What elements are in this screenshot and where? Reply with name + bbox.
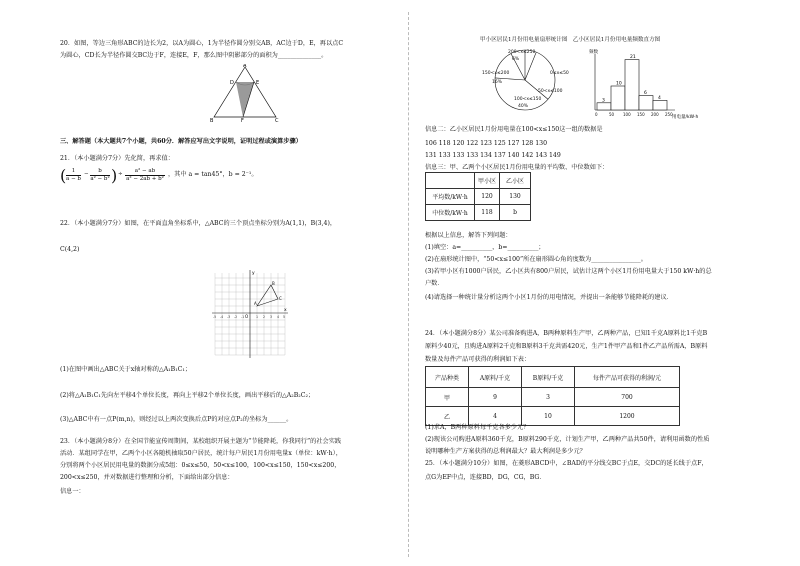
- histogram-bar-label: 4: [658, 95, 661, 101]
- xtick: -5: [213, 315, 217, 319]
- table-cell: 130: [500, 189, 531, 205]
- pie-chart: [480, 44, 580, 118]
- label-c: C: [275, 118, 279, 122]
- pie-slice-boundary: [525, 52, 536, 80]
- table-cell: [426, 173, 475, 189]
- table-cell: B原料/千克: [522, 367, 575, 388]
- info3-line: 信息三：甲、乙两个小区居民1月份用电量的平均数、中位数如下：: [425, 164, 609, 171]
- pie-label-150-200: 150<x≤200: [482, 71, 510, 76]
- origin-label: O: [245, 314, 249, 319]
- pie-label-200-250: 200<x≤250: [508, 50, 536, 55]
- frac2-den: a² − b²: [90, 176, 110, 182]
- coordinate-grid: [212, 268, 288, 358]
- pie-label-50-100: 50<x≤100: [538, 89, 563, 94]
- table-cell: 9: [469, 388, 522, 407]
- product-table: [425, 366, 680, 426]
- q23-part3-cont: 户数．: [425, 280, 444, 287]
- histogram-title: 乙小区居民1月份用电量频数直方图: [572, 37, 661, 43]
- q22-part3: (3)△ABC中有一点P(m,n)，则经过以上两次变换后点P的对应点P₂的坐标为______。: [60, 416, 293, 423]
- histogram-x-tick: 0: [595, 112, 598, 117]
- column-divider: [408, 12, 409, 557]
- histogram-x-tick: 250: [665, 112, 673, 117]
- table-row: [426, 189, 531, 205]
- pie-pct-100-150: 40%: [518, 104, 529, 109]
- histogram-bar-label: 3: [602, 98, 605, 104]
- histogram-x-tick: 50: [609, 112, 615, 117]
- q23-part2: (2)在扇形统计图中，“50<x≤100”所在扇形圆心角的度数为________________。: [425, 256, 647, 263]
- point-b-label: B: [272, 281, 275, 286]
- table-cell: b: [500, 205, 531, 221]
- q23-instructions: 根据以上信息，解答下列问题：: [425, 232, 512, 239]
- table-header-row: [426, 367, 680, 388]
- xtick: 2: [263, 315, 266, 319]
- section-3-heading: 三、解答题（本大题共7个小题，共60分．解答应写出文字说明，证明过程或演算步骤）: [60, 138, 302, 145]
- table-cell: 甲小区: [475, 173, 500, 189]
- q22-part1: (1)在图中画出△ABC关于x轴对称的△A₁B₁C₁；: [60, 366, 192, 373]
- histogram-bar: [639, 96, 653, 110]
- xtick: -1: [241, 315, 245, 319]
- table-cell: 3: [522, 388, 575, 407]
- table-row: [426, 388, 680, 407]
- x-axis-label: x: [284, 308, 287, 313]
- frac1-num: 1: [66, 168, 81, 176]
- q22-part2: (2)将△A₁B₁C₁先向左平移4个单位长度，再向上平移2个单位长度，画出平移后的△A₂B₂C₂；: [60, 392, 315, 399]
- q24-line2: 原料少40元，且购进A原料2千克和B原料3千克共需420元，生产1件甲产品和1件乙产品所需A，B原料: [425, 343, 708, 350]
- pie-chart-title: 甲小区居民1月份用电量扇形统计图: [480, 37, 568, 43]
- histogram-x-tick: 200: [651, 112, 659, 117]
- table-row: [426, 407, 680, 426]
- xtick: 3: [270, 315, 273, 319]
- table-cell: 4: [469, 407, 522, 426]
- y-axis-label: y: [252, 271, 255, 276]
- table-cell: 乙小区: [500, 173, 531, 189]
- q24-line1: 24．（本小题满分8分）某公司准备购进A，B两种原料生产甲，乙两种产品，已知1千克A原料比1千克B: [425, 330, 708, 337]
- q20-line2: 为圆心，CD长为半径作圆交BC边于F，连接E，F，那么图中阴影部分的面积为______________。: [60, 52, 328, 59]
- table-cell: 700: [575, 388, 680, 407]
- q24-part2-cont: 说明哪种生产方案获得的总利润最大？最大利润是多少元？: [425, 448, 586, 455]
- q23-part3: (3)若甲小区有1000户居民，乙小区共有800户居民，试估计这两个小区1月份用电量大于150 kW·h的总: [425, 268, 712, 275]
- triangle-figure: [210, 64, 280, 122]
- table-cell: 118: [475, 205, 500, 221]
- q23-line4: 200<x≤250，并对数据进行整理和分析，下面给出部分信息：: [60, 474, 234, 481]
- pie-label-0-50: 0≤x≤50: [550, 71, 569, 76]
- xtick: 1: [256, 315, 259, 319]
- label-e: E: [256, 80, 260, 86]
- xtick: -2: [234, 315, 238, 319]
- histogram-bar: [653, 100, 667, 110]
- label-d: D: [230, 80, 234, 86]
- q23-line2: 活动．某组同学在甲，乙两个小区各随机抽取50户居民，统计每户居民1月份用电量x（单位：kW·h），: [60, 450, 342, 457]
- q23-part4: (4)请选择一种统计量分析这两个小区1月份的用电情况，并提出一条能够节能降耗的建议．: [425, 294, 673, 301]
- histogram-bar: [597, 103, 611, 110]
- chart-titles: [480, 36, 660, 44]
- q23-line5: 信息一：: [60, 488, 85, 495]
- point-c-label: C: [279, 296, 282, 301]
- histogram-bar: [625, 60, 639, 110]
- q22-line1: 22．（本小题满分7分）如图，在平面直角坐标系中，△ABC的三个顶点坐标分别为A(1,1)，B(3,4)，: [60, 220, 337, 227]
- q25-line1: 25．（本小题满分10分）如图，在菱形ABCD中，∠BAD的平分线交BC于点E，交DC的延长线于点F，: [425, 460, 708, 467]
- table-cell: 1200: [575, 407, 680, 426]
- table-cell: 中位数/kW·h: [426, 205, 475, 221]
- table-cell: 乙: [426, 407, 469, 426]
- table-cell: 甲: [426, 388, 469, 407]
- info2-line2: 106 118 120 122 123 125 127 128 130: [425, 140, 548, 147]
- table-cell: 每件产品可获得的利润/元: [575, 367, 680, 388]
- pie-label-100-150: 100<x≤150: [514, 97, 542, 102]
- histogram-x-tick: 150: [637, 112, 645, 117]
- table-cell: 平均数/kW·h: [426, 189, 475, 205]
- right-column: [425, 0, 770, 566]
- label-f: F: [241, 118, 244, 122]
- stats-table: [425, 172, 531, 221]
- table-cell: 120: [475, 189, 500, 205]
- frac3-den: a² − 2ab + b²: [126, 176, 164, 182]
- info2-line3: 131 133 133 133 134 137 140 142 143 149: [425, 152, 561, 159]
- label-b: B: [210, 118, 214, 122]
- histogram-bar-label: 21: [630, 55, 636, 61]
- label-a: A: [243, 64, 247, 69]
- histogram: [587, 44, 707, 120]
- histogram-x-label: 用电量/kW·h: [672, 115, 699, 120]
- q23-part1: (1)填空：a=__________，b=__________；: [425, 244, 545, 251]
- frac1-den: a − b: [66, 176, 81, 182]
- q22-line2: C(4,2): [60, 246, 80, 253]
- frac2-num: b: [90, 168, 110, 176]
- xtick: 5: [283, 315, 286, 319]
- point-a-label: A: [254, 301, 257, 306]
- q25-line2: 点G为EF中点，连接BD，DG，CG，BG．: [425, 474, 546, 481]
- info2-line1: 信息二：乙小区居民1月份用电量在100<x≤150这一组的数据是: [425, 126, 603, 133]
- q23-line3: 分别将两个小区居民用电量的数据分成5组：0≤x≤50，50<x≤100，100<x≤150，150<x≤200，: [60, 462, 341, 469]
- histogram-x-tick: 100: [623, 112, 631, 117]
- pie-pct-150-200: 16%: [492, 80, 503, 85]
- q21-line1: 21．（本小题满分7分）先化简，再求值：: [60, 155, 174, 162]
- table-cell: 产品种类: [426, 367, 469, 388]
- table-cell: 10: [522, 407, 575, 426]
- pie-pct-200-250: 6%: [512, 57, 520, 62]
- xtick: -3: [227, 315, 231, 319]
- histogram-bar: [611, 86, 625, 110]
- table-header-row: [426, 173, 531, 189]
- histogram-bar-label: 10: [616, 81, 622, 87]
- xtick: 4: [277, 315, 280, 319]
- q24-part1: (1)求A，B两种原料每千克各多少元？: [425, 424, 530, 431]
- xtick: -4: [220, 315, 224, 319]
- table-row: [426, 205, 531, 221]
- q24-line3: 数量及每件产品可获得的利润如下表：: [425, 356, 531, 363]
- table-cell: A原料/千克: [469, 367, 522, 388]
- q20-line1: 20．如图，等边三角形ABC的边长为2，以A为圆心，1为半径作圆分别交AB，AC边于D，E，再以点C: [60, 40, 344, 47]
- q24-part2: (2)现该公司购进A原料360千克，B原料290千克，计划生产甲，乙两种产品共50件，请利用函数的性质: [425, 436, 710, 443]
- frac3-num: a² − ab: [125, 168, 165, 176]
- histogram-y-label: 频数: [589, 50, 598, 55]
- q21-line2: ，其中 a = tan45°，b = 2⁻¹。: [168, 171, 258, 178]
- histogram-bar-label: 6: [644, 91, 647, 97]
- q23-line1: 23．（本小题满分8分）在全国节能宣传周期间，某校组织开展主题为“节能降耗，你我同行”的社会实践: [60, 438, 342, 445]
- left-column: 20．如图，等边三角形ABC的边长为2，以A为圆心，1为半径作圆分别交AB，AC边于D，E，再以点C 为圆心，CD长为半径作圆交BC边于F，连接E，F，那么图中阴影部分的面积为______________。 A D E B F C 三、解答题（本大题共7个小题，共60分．解答应写出文字说明，证明过程或演算步骤） 21．（本小题满分7分）先化简，再求值： ( 1 a − b − b a² − b² ) ÷ a² − ab a² − 2ab + b² ，其中 a = tan45°，b = 2⁻¹。 22．（本小题满分7分）如图，在平面直角坐标系中，△ABC的三个顶点坐标分别为A(1,1)，B(3,4)， C(4,2) x y O A B C -5 -4 -3 -2 -1 1 2 3 4 5 (1)在图中画出△ABC关于x轴对称的△A₁B₁C₁； (2)将△A₁B₁C₁先向左平移4个单位长度，再向上平移2个单位长度，画出平移后的△A₂B₂C₂； (3)△ABC中有一点P(m,n)，则经过以上两次变换后点P的对应点P₂的坐标为______。 23．（本小题满分8分）在全国节能宣传周期间，某校组织开展主题为“节能降耗，你我同行”的社会实践 活动．某组同学在甲，乙两个小区各随机抽取50户居民，统计每户居民1月份用电量x（单位：kW·h）， 分别将两个小区居民用电量的数据分成5组：0≤x≤50，50<x≤100，100<x≤150，150<x≤200， 200<x≤250，并对数据进行整理和分析，下面给出部分信息： 信息一：: [60, 40, 344, 495]
